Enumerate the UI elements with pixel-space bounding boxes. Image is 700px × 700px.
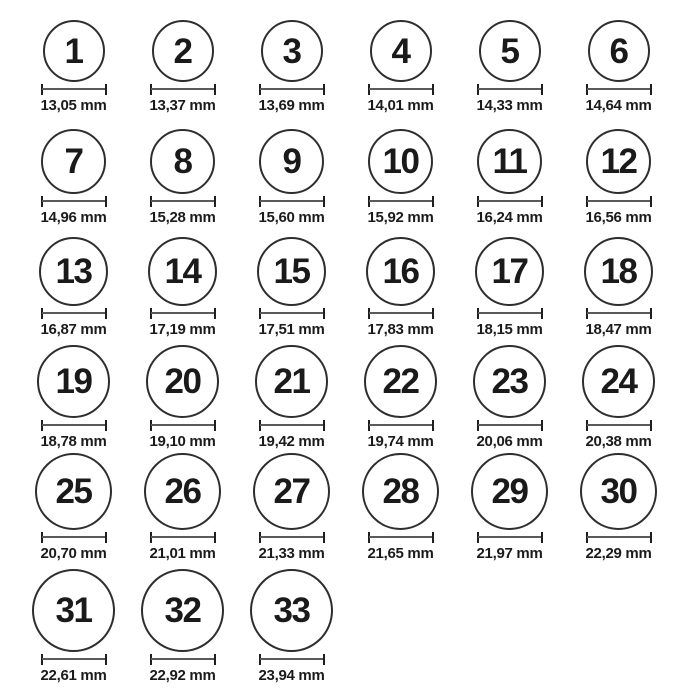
ring-circle	[257, 237, 326, 306]
ring-size-number: 10	[382, 142, 419, 181]
diameter-label: 14,96 mm	[40, 209, 107, 226]
measure-line	[151, 424, 215, 426]
measure-tick-right-icon	[323, 196, 325, 207]
ring-size-number: 26	[164, 472, 201, 511]
diameter-measure-line	[586, 84, 652, 95]
ring-circle	[39, 237, 108, 306]
ring-circle	[588, 20, 650, 82]
ring-circle	[473, 345, 546, 418]
diameter-label: 18,47 mm	[585, 321, 652, 338]
ring-size-number: 11	[492, 142, 527, 181]
measure-line	[587, 536, 651, 538]
diameter-label: 21,01 mm	[149, 545, 216, 562]
ring-size-number: 19	[55, 362, 92, 401]
diameter-label: 20,70 mm	[40, 545, 107, 562]
diameter-label: 17,19 mm	[149, 321, 216, 338]
diameter-label: 13,69 mm	[258, 97, 325, 114]
measure-tick-right-icon	[323, 532, 325, 543]
measure-tick-right-icon	[214, 84, 216, 95]
diameter-measure-line	[586, 532, 652, 543]
measure-line	[587, 200, 651, 202]
ring-circle	[477, 129, 542, 194]
ring-size-item	[346, 118, 455, 230]
measure-tick-right-icon	[650, 308, 652, 319]
diameter-measure-line	[586, 308, 652, 319]
ring-size-number: 5	[500, 31, 519, 71]
ring-size-number: 3	[282, 31, 301, 71]
diameter-measure-line	[150, 84, 216, 95]
measure-tick-right-icon	[323, 308, 325, 319]
diameter-measure-line	[259, 196, 325, 207]
measure-line	[369, 312, 433, 314]
ring-circle	[255, 345, 328, 418]
diameter-measure-line	[477, 532, 543, 543]
diameter-label: 22,61 mm	[40, 667, 107, 684]
ring-size-item	[128, 230, 237, 342]
ring-circle	[37, 345, 110, 418]
ring-circle	[146, 345, 219, 418]
measure-tick-right-icon	[105, 84, 107, 95]
ring-circle	[43, 20, 105, 82]
diameter-label: 16,87 mm	[40, 321, 107, 338]
measure-line	[42, 312, 106, 314]
diameter-label: 19,74 mm	[367, 433, 434, 450]
measure-tick-right-icon	[323, 84, 325, 95]
ring-circle	[364, 345, 437, 418]
ring-circle	[368, 129, 433, 194]
ring-size-number: 28	[382, 472, 419, 511]
ring-size-item	[237, 566, 346, 688]
diameter-measure-line	[41, 420, 107, 431]
measure-line	[587, 312, 651, 314]
ring-size-item	[19, 342, 128, 454]
diameter-label: 13,37 mm	[149, 97, 216, 114]
ring-circle	[148, 237, 217, 306]
ring-size-item	[237, 342, 346, 454]
measure-tick-right-icon	[541, 420, 543, 431]
diameter-measure-line	[477, 420, 543, 431]
measure-tick-right-icon	[541, 308, 543, 319]
measure-line	[478, 88, 542, 90]
measure-tick-right-icon	[323, 654, 325, 665]
diameter-measure-line	[150, 420, 216, 431]
measure-line	[587, 424, 651, 426]
diameter-measure-line	[150, 196, 216, 207]
measure-tick-right-icon	[323, 420, 325, 431]
ring-size-number: 13	[55, 252, 92, 291]
ring-size-item	[237, 230, 346, 342]
diameter-measure-line	[477, 84, 543, 95]
diameter-label: 15,92 mm	[367, 209, 434, 226]
diameter-measure-line	[368, 420, 434, 431]
ring-circle	[144, 453, 221, 530]
ring-size-number: 6	[609, 31, 628, 71]
ring-size-item	[128, 342, 237, 454]
ring-size-item	[346, 230, 455, 342]
ring-circle	[586, 129, 651, 194]
ring-size-number: 27	[273, 472, 310, 511]
measure-line	[260, 312, 324, 314]
ring-circle	[479, 20, 541, 82]
ring-size-number: 15	[273, 252, 310, 291]
ring-size-number: 14	[164, 252, 201, 291]
ring-circle	[471, 453, 548, 530]
ring-size-item	[237, 6, 346, 118]
ring-size-item	[19, 118, 128, 230]
measure-line	[369, 200, 433, 202]
ring-circle	[41, 129, 106, 194]
diameter-label: 20,38 mm	[585, 433, 652, 450]
diameter-measure-line	[368, 532, 434, 543]
diameter-measure-line	[41, 308, 107, 319]
ring-circle	[259, 129, 324, 194]
measure-tick-right-icon	[105, 420, 107, 431]
diameter-label: 20,06 mm	[476, 433, 543, 450]
ring-size-item	[564, 118, 673, 230]
ring-circle	[32, 569, 115, 652]
diameter-measure-line	[41, 532, 107, 543]
measure-tick-right-icon	[650, 532, 652, 543]
ring-size-item	[564, 6, 673, 118]
diameter-measure-line	[259, 84, 325, 95]
diameter-measure-line	[368, 84, 434, 95]
ring-size-number: 22	[382, 362, 419, 401]
ring-circle	[35, 453, 112, 530]
ring-size-item	[455, 454, 564, 566]
ring-size-number: 18	[600, 252, 637, 291]
diameter-label: 13,05 mm	[40, 97, 107, 114]
ring-size-item	[19, 454, 128, 566]
ring-size-item	[128, 118, 237, 230]
measure-tick-right-icon	[432, 84, 434, 95]
measure-line	[260, 658, 324, 660]
ring-circle	[152, 20, 214, 82]
diameter-label: 18,15 mm	[476, 321, 543, 338]
ring-size-item	[564, 230, 673, 342]
diameter-label: 16,56 mm	[585, 209, 652, 226]
ring-size-item	[128, 454, 237, 566]
measure-line	[369, 88, 433, 90]
diameter-label: 16,24 mm	[476, 209, 543, 226]
measure-line	[42, 536, 106, 538]
ring-size-item	[237, 118, 346, 230]
diameter-measure-line	[41, 196, 107, 207]
measure-tick-right-icon	[214, 308, 216, 319]
ring-size-item	[455, 118, 564, 230]
measure-tick-right-icon	[214, 532, 216, 543]
diameter-measure-line	[41, 84, 107, 95]
diameter-measure-line	[259, 654, 325, 665]
measure-line	[42, 88, 106, 90]
ring-size-number: 2	[173, 31, 192, 71]
ring-size-number: 32	[164, 591, 201, 630]
measure-tick-right-icon	[214, 196, 216, 207]
ring-size-item	[19, 6, 128, 118]
diameter-label: 19,10 mm	[149, 433, 216, 450]
ring-circle	[580, 453, 657, 530]
diameter-label: 19,42 mm	[258, 433, 325, 450]
measure-line	[478, 312, 542, 314]
diameter-label: 21,33 mm	[258, 545, 325, 562]
diameter-measure-line	[41, 654, 107, 665]
measure-line	[478, 200, 542, 202]
ring-size-number: 4	[391, 31, 410, 71]
diameter-measure-line	[368, 308, 434, 319]
diameter-measure-line	[259, 420, 325, 431]
ring-circle	[584, 237, 653, 306]
diameter-measure-line	[259, 532, 325, 543]
measure-line	[151, 200, 215, 202]
ring-size-item	[346, 342, 455, 454]
ring-circle	[582, 345, 655, 418]
measure-line	[151, 88, 215, 90]
ring-size-number: 33	[273, 591, 310, 630]
measure-tick-right-icon	[541, 196, 543, 207]
measure-tick-right-icon	[214, 654, 216, 665]
ring-size-number: 12	[600, 142, 637, 181]
ring-size-number: 20	[164, 362, 201, 401]
diameter-measure-line	[477, 308, 543, 319]
ring-size-item	[19, 566, 128, 688]
measure-tick-right-icon	[541, 84, 543, 95]
diameter-label: 14,64 mm	[585, 97, 652, 114]
measure-tick-right-icon	[541, 532, 543, 543]
ring-circle	[362, 453, 439, 530]
ring-circle	[141, 569, 224, 652]
measure-line	[42, 658, 106, 660]
measure-line	[151, 658, 215, 660]
ring-size-number: 31	[55, 591, 92, 630]
ring-circle	[250, 569, 333, 652]
diameter-label: 21,65 mm	[367, 545, 434, 562]
measure-tick-right-icon	[432, 420, 434, 431]
measure-tick-right-icon	[105, 654, 107, 665]
diameter-label: 22,92 mm	[149, 667, 216, 684]
ring-size-number: 7	[64, 142, 83, 181]
measure-line	[260, 424, 324, 426]
ring-size-number: 16	[382, 252, 419, 291]
ring-size-item	[346, 454, 455, 566]
measure-tick-right-icon	[650, 84, 652, 95]
measure-tick-right-icon	[105, 308, 107, 319]
diameter-measure-line	[150, 654, 216, 665]
ring-size-item	[19, 230, 128, 342]
measure-tick-right-icon	[105, 532, 107, 543]
ring-size-number: 8	[173, 142, 192, 181]
measure-tick-right-icon	[214, 420, 216, 431]
ring-circle	[261, 20, 323, 82]
ring-size-number: 24	[600, 362, 637, 401]
ring-size-number: 25	[55, 472, 92, 511]
measure-tick-right-icon	[432, 196, 434, 207]
ring-circle	[150, 129, 215, 194]
measure-tick-right-icon	[650, 196, 652, 207]
ring-size-item	[564, 342, 673, 454]
measure-line	[369, 424, 433, 426]
diameter-label: 17,51 mm	[258, 321, 325, 338]
measure-line	[369, 536, 433, 538]
ring-size-number: 1	[64, 31, 83, 71]
diameter-label: 14,33 mm	[476, 97, 543, 114]
measure-line	[151, 312, 215, 314]
measure-line	[587, 88, 651, 90]
measure-tick-right-icon	[650, 420, 652, 431]
measure-line	[260, 536, 324, 538]
diameter-measure-line	[259, 308, 325, 319]
diameter-label: 15,28 mm	[149, 209, 216, 226]
diameter-measure-line	[368, 196, 434, 207]
ring-size-item	[564, 454, 673, 566]
ring-size-item	[455, 342, 564, 454]
measure-line	[42, 200, 106, 202]
ring-size-item	[128, 6, 237, 118]
ring-size-number: 30	[600, 472, 637, 511]
ring-circle	[253, 453, 330, 530]
ring-size-number: 23	[491, 362, 528, 401]
measure-line	[260, 200, 324, 202]
ring-size-item	[346, 6, 455, 118]
ring-size-number: 9	[282, 142, 301, 181]
ring-circle	[370, 20, 432, 82]
measure-line	[478, 424, 542, 426]
diameter-label: 17,83 mm	[367, 321, 434, 338]
ring-size-number: 17	[491, 252, 528, 291]
ring-circle	[366, 237, 435, 306]
measure-tick-right-icon	[432, 308, 434, 319]
measure-tick-right-icon	[105, 196, 107, 207]
ring-size-item	[455, 230, 564, 342]
diameter-label: 14,01 mm	[367, 97, 434, 114]
measure-line	[151, 536, 215, 538]
ring-circle	[475, 237, 544, 306]
ring-size-item	[128, 566, 237, 688]
measure-line	[42, 424, 106, 426]
diameter-measure-line	[150, 308, 216, 319]
measure-tick-right-icon	[432, 532, 434, 543]
measure-line	[260, 88, 324, 90]
diameter-measure-line	[477, 196, 543, 207]
diameter-label: 15,60 mm	[258, 209, 325, 226]
diameter-label: 18,78 mm	[40, 433, 107, 450]
diameter-label: 23,94 mm	[258, 667, 325, 684]
ring-size-item	[237, 454, 346, 566]
diameter-label: 22,29 mm	[585, 545, 652, 562]
measure-line	[478, 536, 542, 538]
diameter-measure-line	[150, 532, 216, 543]
ring-size-item	[455, 6, 564, 118]
ring-size-number: 21	[273, 362, 310, 401]
ring-size-number: 29	[491, 472, 528, 511]
diameter-label: 21,97 mm	[476, 545, 543, 562]
diameter-measure-line	[586, 196, 652, 207]
diameter-measure-line	[586, 420, 652, 431]
